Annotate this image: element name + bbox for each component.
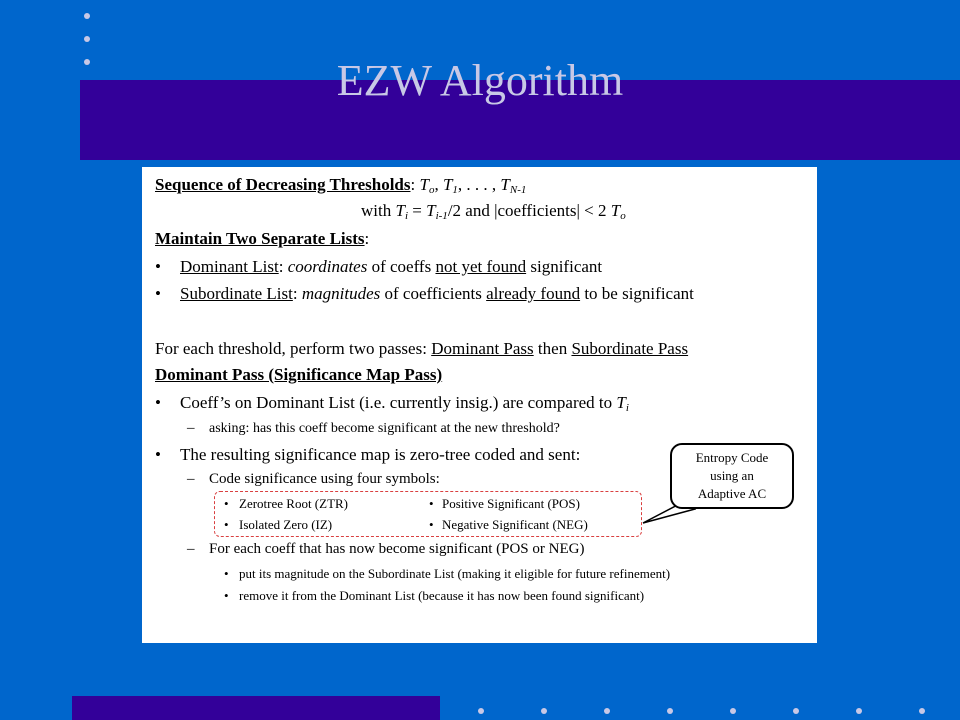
text: : (410, 175, 420, 194)
bullet: • (224, 588, 229, 603)
callout-line-3: Adaptive AC (697, 486, 767, 501)
symbol-bullet (429, 496, 434, 512)
text: not yet found (435, 257, 527, 276)
dominant-pass-heading: Dominant Pass (Significance Map Pass) (155, 365, 443, 384)
two-passes-line (155, 339, 688, 359)
text: i (625, 402, 629, 414)
magnitude-bullet (224, 566, 229, 582)
callout-line-2: using an (710, 468, 754, 483)
text: with (361, 201, 396, 220)
text: Dominant Pass (431, 339, 534, 358)
text: i (404, 210, 409, 222)
symbol-iz: Isolated Zero (IZ) (239, 517, 333, 532)
remove-bullet (224, 588, 229, 604)
dash: – (187, 471, 195, 487)
compare-bullet (155, 393, 161, 413)
bullet: • (224, 496, 229, 511)
dot (730, 708, 736, 714)
thresholds-heading: Sequence of Decreasing Thresholds (155, 175, 411, 194)
compare-line (180, 393, 629, 414)
text: , . . . , (457, 175, 501, 194)
text: o (428, 184, 435, 196)
text: T (610, 201, 621, 220)
dash: – (187, 541, 195, 557)
bullet: • (224, 566, 229, 581)
text: T (442, 175, 453, 194)
slide-content-image (142, 167, 817, 643)
text: coordinates (287, 257, 368, 276)
subordinate-list-bullet (155, 284, 161, 304)
text: Subordinate List (180, 284, 293, 303)
text: T (419, 175, 429, 194)
dot (541, 708, 547, 714)
text: = (408, 201, 427, 220)
text: significant (526, 257, 603, 276)
dot (84, 13, 90, 19)
four-symbols-dash (187, 471, 195, 488)
symbol-ztr: Zerotree Root (ZTR) (239, 496, 349, 511)
thresholds-line: Sequence of Decreasing Thresholds: $T_o$, $T_1$, . . . , $T_{N-1}$ (155, 175, 527, 196)
text: already found (486, 284, 581, 303)
sigmap-line: The resulting significance map is zero-tree coded and sent: (180, 445, 581, 464)
dominant-list-line (180, 257, 602, 277)
bullet: • (155, 393, 161, 412)
text: to be significant (580, 284, 694, 303)
text: T (395, 201, 405, 220)
text: 1 (452, 184, 458, 196)
text: i-1 (435, 210, 448, 222)
text: : (278, 257, 288, 276)
bullet: • (429, 496, 434, 511)
dominant-list-bullet (155, 257, 161, 277)
bullet: • (155, 284, 161, 303)
bullet: • (155, 257, 161, 276)
dot (919, 708, 925, 714)
dot (604, 708, 610, 714)
lists-heading: Maintain Two Separate Lists (155, 229, 365, 248)
dash: – (187, 420, 195, 436)
text: T (426, 201, 436, 220)
text: Coeff’s on Dominant List (i.e. currently insig.) are compared to (180, 393, 617, 412)
dot (793, 708, 799, 714)
text: /2 and |coefficients| < 2 (447, 201, 611, 220)
subordinate-list-line (180, 284, 694, 304)
text: Subordinate Pass (571, 339, 689, 358)
for-each-line: For each coeff that has now become significant (POS or NEG) (209, 541, 585, 557)
text: then (533, 339, 572, 358)
symbol-neg: Negative Significant (NEG) (442, 517, 588, 532)
entropy-callout (670, 443, 794, 509)
sigmap-bullet (155, 445, 161, 465)
text: T (500, 175, 510, 194)
dot (667, 708, 673, 714)
magnitude-line: put its magnitude on the Subordinate List (making it eligible for future refinement) (239, 566, 671, 581)
asking-line: asking: has this coeff become significant at the new threshold? (209, 421, 560, 436)
for-each-dash (187, 541, 195, 558)
bullet: • (429, 517, 434, 532)
bottom-band (72, 696, 440, 720)
text: For each threshold, perform two passes: (155, 339, 432, 358)
symbol-pos: Positive Significant (POS) (442, 496, 580, 511)
bullet: • (224, 517, 229, 532)
symbol-bullet (224, 517, 229, 533)
callout-line-1: Entropy Code (695, 450, 769, 465)
text: magnitudes (301, 284, 381, 303)
symbol-bullet (224, 496, 229, 512)
dominant-pass-heading-line (155, 365, 442, 385)
text: : (364, 229, 370, 248)
text: o (620, 210, 626, 222)
bullet: • (155, 445, 161, 464)
text: of coefficients (380, 284, 487, 303)
threshold-rule-line (361, 201, 626, 222)
text: : (292, 284, 302, 303)
slide-title: EZW Algorithm (336, 56, 624, 105)
dot (478, 708, 484, 714)
dot (84, 36, 90, 42)
text: N-1 (509, 184, 527, 196)
four-symbols-line: Code significance using four symbols: (209, 471, 440, 487)
text: T (616, 393, 626, 412)
dot (856, 708, 862, 714)
symbol-bullet (429, 517, 434, 533)
text: of coeffs (367, 257, 436, 276)
lists-heading-line (155, 229, 369, 249)
text: Dominant List (180, 257, 279, 276)
asking-dash (187, 420, 195, 437)
remove-line: remove it from the Dominant List (because it has now been found significant) (239, 588, 645, 603)
